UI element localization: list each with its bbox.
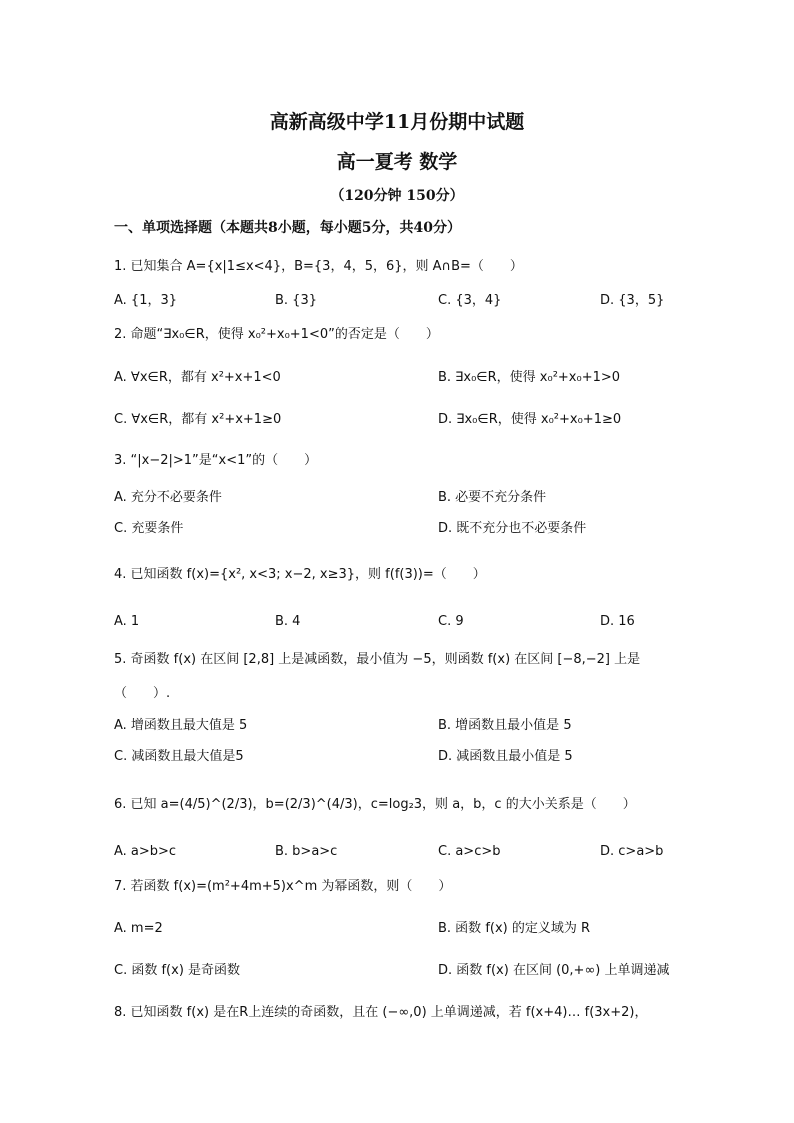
question-5-stem-cont: （ ）.	[114, 686, 171, 701]
question-7-stem: 7. 若函数 f(x)=(m²+4m+5)x^m 为幂函数，则（ ）	[114, 879, 452, 894]
question-6-option-b: B. b>a>c	[275, 844, 338, 859]
question-7-option-a: A. m=2	[114, 921, 163, 936]
question-1-option-a: A. {1，3}	[114, 293, 178, 308]
question-7-option-b: B. 函数 f(x) 的定义域为 R	[438, 921, 591, 936]
question-2-option-d: D. ∃x₀∈R，使得 x₀²+x₀+1≥0	[438, 412, 622, 427]
question-3-option-b: B. 必要不充分条件	[438, 490, 547, 505]
question-1-stem: 1. 已知集合 A={x|1≤x<4}，B={3，4，5，6}，则 A∩B=（ ）	[114, 259, 523, 274]
question-1-option-b: B. {3}	[275, 293, 317, 308]
section-heading: 一、单项选择题（本题共8小题，每小题5分，共40分）	[114, 220, 461, 236]
question-5-stem: 5. 奇函数 f(x) 在区间 [2,8] 上是减函数，最小值为 −5，则函数 f(x) 在区间 [−8,−2] 上是	[114, 652, 641, 667]
question-7-option-d: D. 函数 f(x) 在区间 (0,+∞) 上单调递减	[438, 963, 670, 978]
question-6-option-d: D. c>a>b	[600, 844, 664, 859]
question-5-option-b: B. 增函数且最小值是 5	[438, 718, 572, 733]
question-1-option-c: C. {3，4}	[438, 293, 502, 308]
question-4-option-a: A. 1	[114, 614, 140, 629]
question-2-stem: 2. 命题“∃x₀∈R，使得 x₀²+x₀+1<0”的否定是（ ）	[114, 327, 439, 342]
question-6-option-c: C. a>c>b	[438, 844, 501, 859]
question-2-option-b: B. ∃x₀∈R，使得 x₀²+x₀+1>0	[438, 370, 621, 385]
question-4-option-c: C. 9	[438, 614, 464, 629]
question-2-option-a: A. ∀x∈R，都有 x²+x+1<0	[114, 370, 281, 385]
question-4-stem: 4. 已知函数 f(x)={x², x<3; x−2, x≥3}，则 f(f(3))=（ ）	[114, 567, 486, 582]
question-3-stem: 3. “|x−2|>1”是“x<1”的（ ）	[114, 453, 318, 468]
question-4-option-d: D. 16	[600, 614, 635, 629]
question-5-option-d: D. 减函数且最小值是 5	[438, 749, 573, 764]
question-3-option-a: A. 充分不必要条件	[114, 490, 222, 505]
question-6-option-a: A. a>b>c	[114, 844, 177, 859]
question-2-option-c: C. ∀x∈R，都有 x²+x+1≥0	[114, 412, 282, 427]
question-1-option-d: D. {3，5}	[600, 293, 665, 308]
question-6-stem: 6. 已知 a=(4/5)^(2/3)，b=(2/3)^(4/3)，c=log₂3，则 a，b，c 的大小关系是（ ）	[114, 797, 636, 812]
question-3-option-d: D. 既不充分也不必要条件	[438, 521, 587, 536]
question-5-option-a: A. 增函数且最大值是 5	[114, 718, 248, 733]
question-8-stem: 8. 已知函数 f(x) 是在R上连续的奇函数，且在 (−∞,0) 上单调递减，若 f(x+4)… f(3x+2)，	[114, 1005, 648, 1020]
question-4-option-b: B. 4	[275, 614, 301, 629]
question-3-option-c: C. 充要条件	[114, 521, 184, 536]
question-7-option-c: C. 函数 f(x) 是奇函数	[114, 963, 241, 978]
exam-title: 高新高级中学11月份期中试题	[269, 111, 525, 133]
exam-time-score: （120分钟 150分）	[330, 188, 464, 204]
exam-subtitle: 高一夏考 数学	[336, 151, 458, 173]
question-5-option-c: C. 减函数且最大值是5	[114, 749, 244, 764]
